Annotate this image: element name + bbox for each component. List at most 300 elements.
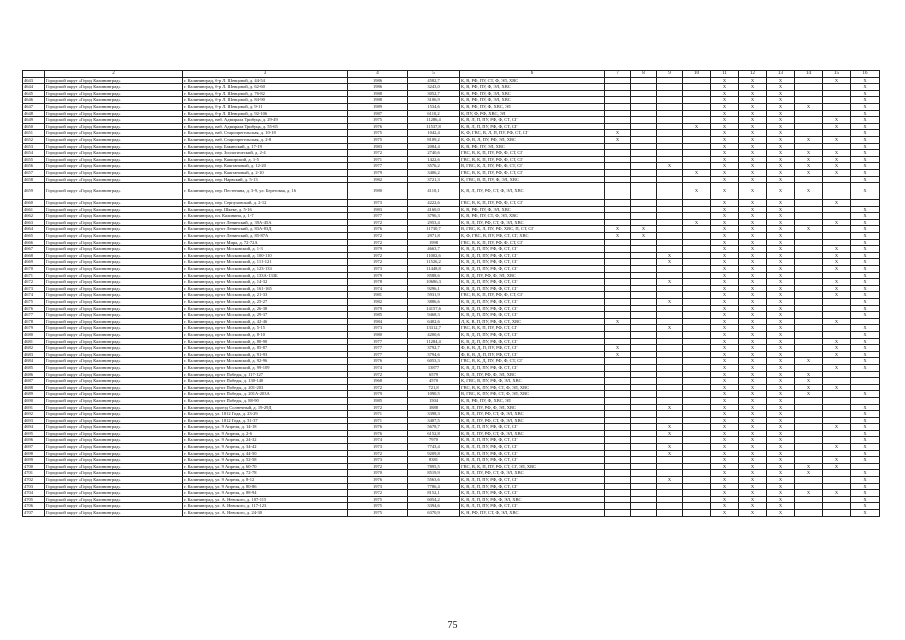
- mark-cell: [605, 424, 631, 431]
- mark-cell: X: [795, 371, 823, 378]
- address-cell: г. Калининград, б-р Л. Шевцовой, д. 76-82: [183, 90, 348, 97]
- header-cell: [23, 71, 45, 78]
- mark-cell: X: [711, 110, 739, 117]
- owner-cell: Городской округ «Город Калининград»: [45, 110, 183, 117]
- mark-cell: X: [739, 417, 767, 424]
- year-cell: 1972: [348, 259, 408, 266]
- mark-cell: X: [739, 117, 767, 124]
- header-cell: 10: [683, 71, 711, 78]
- mark-cell: X: [823, 77, 851, 84]
- mark-cell: [631, 424, 657, 431]
- row-number: 4676: [23, 305, 45, 312]
- mark-cell: X: [767, 219, 795, 226]
- table-row: [23, 496, 880, 503]
- mark-cell: X: [739, 510, 767, 517]
- works-cell: К, В, РФ, ПУ, ЭЛ, ХВС: [460, 143, 605, 150]
- address-cell: г. Калининград, ул. 1812 Года, д. 31-37: [183, 417, 348, 424]
- year-cell: 1975: [348, 503, 408, 510]
- works-cell: К, В, Д, П, ПУ, РФ, Ф, СТ, СГ: [460, 331, 605, 338]
- row-number: 4660: [23, 200, 45, 207]
- address-cell: г. Калининград, пр-кт Победы, д. 88-90: [183, 397, 348, 404]
- mark-cell: [631, 312, 657, 319]
- mark-cell: [631, 457, 657, 464]
- mark-cell: X: [711, 272, 739, 279]
- table-row: [23, 490, 880, 497]
- mark-cell: [823, 183, 851, 200]
- mark-cell: X: [851, 437, 880, 444]
- mark-cell: X: [711, 84, 739, 91]
- mark-cell: X: [711, 213, 739, 220]
- owner-cell: Городской округ «Город Калининград»: [45, 206, 183, 213]
- mark-cell: X: [739, 266, 767, 273]
- mark-cell: X: [767, 117, 795, 124]
- mark-cell: X: [711, 444, 739, 451]
- mark-cell: X: [851, 84, 880, 91]
- mark-cell: [795, 200, 823, 207]
- mark-cell: X: [823, 150, 851, 157]
- mark-cell: X: [823, 163, 851, 170]
- mark-cell: [683, 97, 711, 104]
- mark-cell: X: [767, 503, 795, 510]
- owner-cell: Городской округ «Город Калининград»: [45, 97, 183, 104]
- table-row: [23, 338, 880, 345]
- mark-cell: [683, 397, 711, 404]
- mark-cell: [683, 84, 711, 91]
- mark-cell: X: [739, 496, 767, 503]
- mark-cell: [795, 430, 823, 437]
- owner-cell: Городской округ «Город Калининград»: [45, 84, 183, 91]
- mark-cell: [631, 483, 657, 490]
- mark-cell: [631, 430, 657, 437]
- owner-cell: Городской округ «Город Калининград»: [45, 117, 183, 124]
- table-row: [23, 358, 880, 365]
- year-cell: 1973: [348, 266, 408, 273]
- area-cell: 11730,7: [408, 226, 460, 233]
- table-row: [23, 351, 880, 358]
- mark-cell: [683, 156, 711, 163]
- address-cell: г. Калининград, пр-кт Московский, д. 5-15: [183, 325, 348, 332]
- area-cell: 4222,6: [408, 200, 460, 207]
- owner-cell: Городской округ «Город Калининград»: [45, 325, 183, 332]
- mark-cell: X: [657, 259, 683, 266]
- mark-cell: [683, 351, 711, 358]
- mark-cell: X: [739, 176, 767, 183]
- mark-cell: [795, 318, 823, 325]
- mark-cell: [631, 183, 657, 200]
- row-number: 4693: [23, 417, 45, 424]
- mark-cell: [851, 200, 880, 207]
- mark-cell: [823, 404, 851, 411]
- mark-cell: X: [767, 483, 795, 490]
- year-cell: 1986: [348, 77, 408, 84]
- mark-cell: X: [711, 239, 739, 246]
- mark-cell: [657, 130, 683, 137]
- mark-cell: X: [795, 378, 823, 385]
- year-cell: 1984: [348, 318, 408, 325]
- mark-cell: [683, 163, 711, 170]
- mark-cell: [605, 123, 631, 130]
- mark-cell: X: [851, 169, 880, 176]
- mark-cell: X: [823, 169, 851, 176]
- row-number: 4690: [23, 397, 45, 404]
- mark-cell: [795, 457, 823, 464]
- table-row: [23, 417, 880, 424]
- owner-cell: Городской округ «Город Калининград»: [45, 463, 183, 470]
- area-cell: 4582,7: [408, 77, 460, 84]
- header-cell: 8: [631, 71, 657, 78]
- mark-cell: [795, 219, 823, 226]
- mark-cell: [631, 279, 657, 286]
- area-cell: 3796,3: [408, 213, 460, 220]
- mark-cell: X: [767, 90, 795, 97]
- mark-cell: X: [711, 233, 739, 240]
- mark-cell: X: [767, 510, 795, 517]
- mark-cell: X: [851, 490, 880, 497]
- mark-cell: [657, 239, 683, 246]
- mark-cell: [631, 450, 657, 457]
- mark-cell: X: [739, 279, 767, 286]
- row-number: 4678: [23, 318, 45, 325]
- row-number: 4673: [23, 285, 45, 292]
- owner-cell: Городской округ «Город Калининград»: [45, 411, 183, 418]
- mark-cell: [795, 77, 823, 84]
- owner-cell: Городской округ «Город Калининград»: [45, 496, 183, 503]
- row-number: 4679: [23, 325, 45, 332]
- mark-cell: X: [739, 351, 767, 358]
- address-cell: г. Калининград, ул. 9 Апреля, д. 60-70: [183, 463, 348, 470]
- owner-cell: Городской округ «Город Калининград»: [45, 213, 183, 220]
- mark-cell: X: [795, 169, 823, 176]
- address-cell: г. Калининград, наб. Старопрегельская, д. 2-8: [183, 136, 348, 143]
- mark-cell: [657, 84, 683, 91]
- mark-cell: [683, 143, 711, 150]
- address-cell: г. Калининград, пр-кт Победы, д. 201-203: [183, 384, 348, 391]
- mark-cell: [795, 279, 823, 286]
- header-cell: 4: [348, 71, 408, 78]
- mark-cell: [631, 510, 657, 517]
- mark-cell: X: [711, 97, 739, 104]
- mark-cell: X: [795, 384, 823, 391]
- mark-cell: [683, 272, 711, 279]
- mark-cell: [683, 117, 711, 124]
- mark-cell: [605, 90, 631, 97]
- mark-cell: [823, 110, 851, 117]
- mark-cell: X: [711, 117, 739, 124]
- owner-cell: Городской округ «Город Калининград»: [45, 444, 183, 451]
- year-cell: 1982: [348, 176, 408, 183]
- mark-cell: X: [767, 490, 795, 497]
- row-number: 4687: [23, 378, 45, 385]
- owner-cell: Городской округ «Город Калининград»: [45, 292, 183, 299]
- mark-cell: X: [767, 444, 795, 451]
- mark-cell: X: [711, 266, 739, 273]
- header-cell: 3: [183, 71, 348, 78]
- row-number: 4653: [23, 143, 45, 150]
- mark-cell: X: [823, 351, 851, 358]
- works-cell: К, В, РФ, ПУ, СТ, Ф, ЭЛ, ХВС: [460, 213, 605, 220]
- area-cell: 1998: [408, 239, 460, 246]
- mark-cell: X: [767, 470, 795, 477]
- header-row: [23, 71, 880, 78]
- mark-cell: X: [767, 143, 795, 150]
- mark-cell: [657, 103, 683, 110]
- table-row: [23, 463, 880, 470]
- mark-cell: X: [739, 123, 767, 130]
- mark-cell: X: [711, 292, 739, 299]
- address-cell: г. Калининград, пер. Каштановый, д. 2-10: [183, 169, 348, 176]
- mark-cell: [823, 378, 851, 385]
- mark-cell: [795, 233, 823, 240]
- area-cell: 1422,6: [408, 156, 460, 163]
- owner-cell: Городской округ «Город Калининград»: [45, 510, 183, 517]
- mark-cell: X: [851, 417, 880, 424]
- table-row: [23, 259, 880, 266]
- works-cell: ГВС, В, К, П, ПУ, РФ, Ф, СТ, СГ: [460, 292, 605, 299]
- mark-cell: [657, 351, 683, 358]
- address-cell: г. Калининград, ул. 9 Апреля, д. 2-6: [183, 430, 348, 437]
- mark-cell: [683, 457, 711, 464]
- owner-cell: Городской округ «Город Калининград»: [45, 378, 183, 385]
- area-cell: 3721,3: [408, 176, 460, 183]
- mark-cell: X: [739, 490, 767, 497]
- mark-cell: X: [795, 136, 823, 143]
- mark-cell: [657, 233, 683, 240]
- mark-cell: X: [767, 266, 795, 273]
- mark-cell: X: [767, 169, 795, 176]
- area-cell: 3792,7: [408, 345, 460, 352]
- owner-cell: Городской округ «Город Калининград»: [45, 219, 183, 226]
- mark-cell: X: [711, 176, 739, 183]
- mark-cell: [823, 331, 851, 338]
- row-number: 4696: [23, 437, 45, 444]
- mark-cell: X: [711, 496, 739, 503]
- year-cell: 1972: [348, 150, 408, 157]
- address-cell: г. Калининград, пр-кт Московский, д. 92-96: [183, 358, 348, 365]
- mark-cell: [605, 510, 631, 517]
- table-row: [23, 503, 880, 510]
- mark-cell: X: [823, 318, 851, 325]
- owner-cell: Городской округ «Город Калининград»: [45, 450, 183, 457]
- works-cell: К, В, Л, П, ПУ, РФ, Ф, СТ, СГ: [460, 444, 605, 451]
- mark-cell: [631, 477, 657, 484]
- row-number: 4706: [23, 503, 45, 510]
- area-cell: 3888: [408, 404, 460, 411]
- works-cell: К, В, Д, П, ПУ, РФ, Ф, СТ, СГ: [460, 299, 605, 306]
- mark-cell: [631, 384, 657, 391]
- mark-cell: X: [739, 226, 767, 233]
- mark-cell: X: [739, 358, 767, 365]
- mark-cell: [631, 404, 657, 411]
- mark-cell: X: [711, 345, 739, 352]
- mark-cell: X: [711, 417, 739, 424]
- mark-cell: X: [711, 364, 739, 371]
- header-cell: 2: [45, 71, 183, 78]
- owner-cell: Городской округ «Город Калининград»: [45, 200, 183, 207]
- table-row: [23, 318, 880, 325]
- mark-cell: [631, 136, 657, 143]
- year-cell: 1987: [348, 110, 408, 117]
- mark-cell: [631, 150, 657, 157]
- mark-cell: [605, 457, 631, 464]
- mark-cell: [631, 156, 657, 163]
- area-cell: 8519,9: [408, 470, 460, 477]
- mark-cell: X: [739, 163, 767, 170]
- mark-cell: [683, 384, 711, 391]
- area-cell: 6579: [408, 371, 460, 378]
- works-cell: К, В, Л, ПУ, РФ, СТ, Ф, ЭЛ, ХВС: [460, 417, 605, 424]
- mark-cell: [823, 503, 851, 510]
- mark-cell: [631, 371, 657, 378]
- area-cell: 1504: [408, 397, 460, 404]
- mark-cell: [631, 117, 657, 124]
- mark-cell: X: [711, 183, 739, 200]
- mark-cell: X: [767, 305, 795, 312]
- row-number: 4645: [23, 90, 45, 97]
- mark-cell: X: [851, 450, 880, 457]
- mark-cell: X: [823, 266, 851, 273]
- mark-cell: X: [851, 239, 880, 246]
- mark-cell: [795, 503, 823, 510]
- works-cell: К, В, Д, П, ПУ, РФ, Ф, СТ, СГ: [460, 305, 605, 312]
- mark-cell: [795, 424, 823, 431]
- mark-cell: [631, 84, 657, 91]
- works-cell: ГВС, В, К, ПУ, РФ, СТ, Ф, ЭЛ, ХВС: [460, 384, 605, 391]
- mark-cell: X: [605, 233, 631, 240]
- mark-cell: X: [739, 233, 767, 240]
- mark-cell: X: [605, 136, 631, 143]
- year-cell: 1979: [348, 391, 408, 398]
- mark-cell: X: [739, 259, 767, 266]
- row-number: 4694: [23, 424, 45, 431]
- year-cell: 1975: [348, 136, 408, 143]
- mark-cell: X: [851, 444, 880, 451]
- address-cell: г. Калининград, наб. Адмирала Трибуца, д. 29-49: [183, 117, 348, 124]
- address-cell: г. Калининград, пр-кт Московский, д. 91-93: [183, 351, 348, 358]
- mark-cell: [683, 213, 711, 220]
- mark-cell: X: [851, 130, 880, 137]
- address-cell: г. Калининград, пр-кт Ленинский, д. 83А-83Д: [183, 226, 348, 233]
- mark-cell: X: [823, 156, 851, 163]
- address-cell: г. Калининград, пер. Зоологический, д. 2-4: [183, 150, 348, 157]
- mark-cell: X: [823, 338, 851, 345]
- mark-cell: [631, 200, 657, 207]
- year-cell: 1979: [348, 169, 408, 176]
- table-row: [23, 292, 880, 299]
- year-cell: 1976: [348, 424, 408, 431]
- area-cell: 7743,4: [408, 444, 460, 451]
- mark-cell: [657, 483, 683, 490]
- mark-cell: X: [711, 169, 739, 176]
- mark-cell: [605, 371, 631, 378]
- mark-cell: X: [711, 77, 739, 84]
- header-cell: 11: [711, 71, 739, 78]
- mark-cell: [631, 213, 657, 220]
- mark-cell: [823, 213, 851, 220]
- table-row: [23, 219, 880, 226]
- mark-cell: X: [823, 463, 851, 470]
- year-cell: 1975: [348, 130, 408, 137]
- mark-cell: [795, 239, 823, 246]
- mark-cell: [631, 490, 657, 497]
- mark-cell: X: [739, 110, 767, 117]
- address-cell: г. Калининград, пр-кт Мира, д. 72-72А: [183, 239, 348, 246]
- row-number: 4692: [23, 411, 45, 418]
- mark-cell: X: [711, 206, 739, 213]
- row-number: 4671: [23, 272, 45, 279]
- mark-cell: X: [739, 371, 767, 378]
- mark-cell: [605, 176, 631, 183]
- mark-cell: [657, 378, 683, 385]
- row-number: 4644: [23, 84, 45, 91]
- owner-cell: Городской округ «Город Калининград»: [45, 437, 183, 444]
- mark-cell: X: [711, 450, 739, 457]
- owner-cell: Городской округ «Город Калининград»: [45, 318, 183, 325]
- mark-cell: X: [657, 404, 683, 411]
- row-number: 4670: [23, 266, 45, 273]
- owner-cell: Городской округ «Город Калининград»: [45, 477, 183, 484]
- mark-cell: [795, 285, 823, 292]
- mark-cell: X: [795, 150, 823, 157]
- year-cell: 1977: [348, 338, 408, 345]
- mark-cell: X: [711, 305, 739, 312]
- mark-cell: [631, 266, 657, 273]
- mark-cell: [823, 325, 851, 332]
- mark-cell: X: [767, 477, 795, 484]
- mark-cell: [657, 345, 683, 352]
- mark-cell: X: [711, 477, 739, 484]
- owner-cell: Городской округ «Город Калининград»: [45, 123, 183, 130]
- mark-cell: [683, 437, 711, 444]
- mark-cell: X: [795, 463, 823, 470]
- mark-cell: [631, 358, 657, 365]
- mark-cell: X: [739, 463, 767, 470]
- mark-cell: [605, 312, 631, 319]
- year-cell: 1975: [348, 510, 408, 517]
- mark-cell: X: [739, 305, 767, 312]
- mark-cell: [605, 252, 631, 259]
- mark-cell: X: [767, 123, 795, 130]
- works-cell: ГВС, В, К, Д, ПУ, РФ, Ф, СТ, СГ: [460, 358, 605, 365]
- mark-cell: X: [767, 457, 795, 464]
- area-cell: 8152,1: [408, 490, 460, 497]
- year-cell: 1972: [348, 384, 408, 391]
- mark-cell: X: [711, 200, 739, 207]
- year-cell: 1977: [348, 351, 408, 358]
- header-cell: 12: [739, 71, 767, 78]
- mark-cell: [795, 206, 823, 213]
- mark-cell: [683, 90, 711, 97]
- mark-cell: X: [767, 176, 795, 183]
- mark-cell: [795, 176, 823, 183]
- mark-cell: [605, 103, 631, 110]
- table-row: [23, 77, 880, 84]
- year-cell: 1976: [348, 430, 408, 437]
- mark-cell: X: [767, 430, 795, 437]
- mark-cell: [631, 252, 657, 259]
- mark-cell: X: [739, 444, 767, 451]
- mark-cell: [657, 490, 683, 497]
- mark-cell: [795, 397, 823, 404]
- year-cell: 1983: [348, 143, 408, 150]
- works-cell: К, Ф, ГВС, В, ПУ, РФ, СТ, СГ, ХВС: [460, 233, 605, 240]
- row-number: 4675: [23, 299, 45, 306]
- owner-cell: Городской округ «Город Калининград»: [45, 397, 183, 404]
- works-cell: К, В, РФ, ПУ, Ф, ЭЛ, ХВС: [460, 206, 605, 213]
- mark-cell: [631, 272, 657, 279]
- year-cell: 1981: [348, 292, 408, 299]
- mark-cell: [657, 150, 683, 157]
- mark-cell: X: [795, 163, 823, 170]
